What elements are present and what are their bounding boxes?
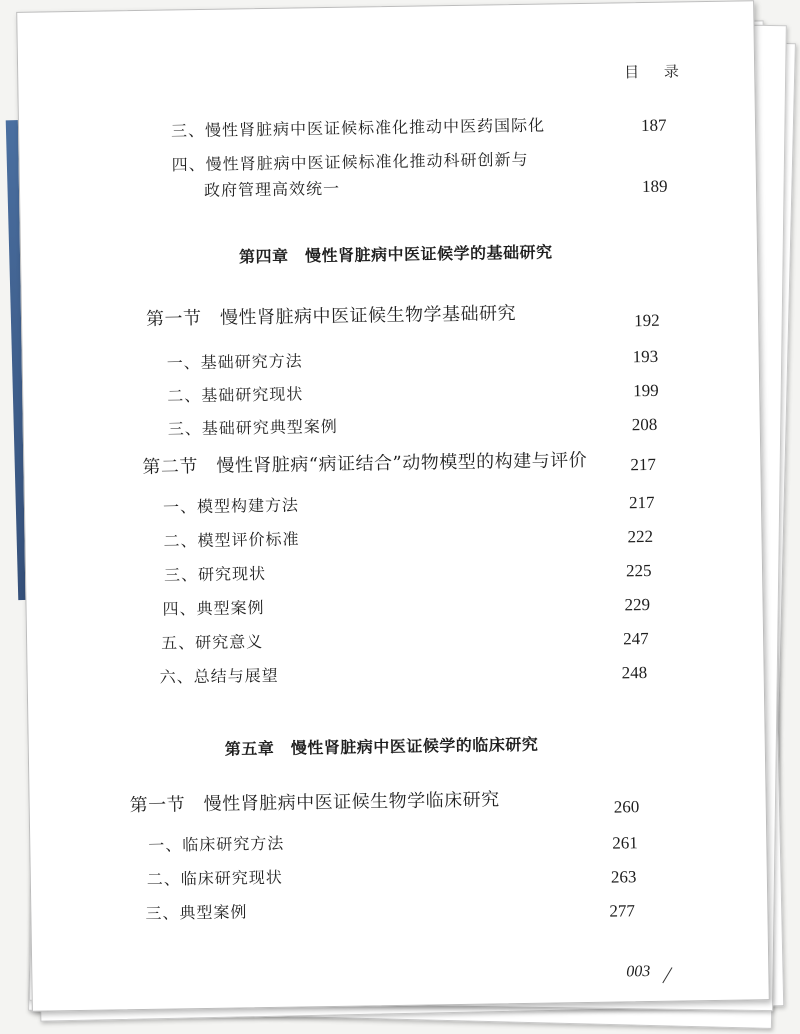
page-number-slash <box>662 967 672 983</box>
toc-entry-label-line2: 政府管理高效统一 <box>203 178 341 200</box>
toc-entry-page: 261 <box>612 833 638 853</box>
section-page: 192 <box>633 310 660 331</box>
toc-entry-page: 277 <box>609 901 636 921</box>
section-page: 260 <box>613 797 640 817</box>
page-number: 003 <box>626 963 651 981</box>
chapter-heading: 第四章 慢性肾脏病中医证候学的基础研究 <box>238 242 553 267</box>
toc-entry-label: 四、慢性肾脏病中医证候标准化推动科研创新与 <box>171 149 529 175</box>
running-head: 目 录 <box>624 62 690 82</box>
toc-entry-page: 187 <box>640 115 667 136</box>
toc-entry: 一、基础研究方法 <box>166 351 303 373</box>
toc-entry: 二、模型评价标准 <box>163 529 300 551</box>
toc-entry-page: 217 <box>628 492 655 513</box>
toc-entry-page: 247 <box>622 629 649 649</box>
section-heading: 第二节 慢性肾脏病“病证结合”动物模型的构建与评价 <box>142 449 588 478</box>
toc-entry: 二、基础研究现状 <box>167 384 304 406</box>
toc-entry: 三、典型案例 <box>145 902 248 923</box>
toc-entry-continuation <box>204 176 340 201</box>
toc-entry-page: 199 <box>633 380 659 401</box>
section-heading: 第一节 慢性肾脏病中医证候生物学临床研究 <box>129 789 500 817</box>
toc-entry: 四、典型案例 <box>162 598 265 619</box>
toc-entry: 六、总结与展望 <box>159 665 279 687</box>
toc-entry: 三、基础研究典型案例 <box>167 416 338 439</box>
section-heading: 第一节 慢性肾脏病中医证候生物学基础研究 <box>145 303 517 330</box>
chapter-heading: 第五章 慢性肾脏病中医证候学的临床研究 <box>224 734 539 759</box>
section-page: 217 <box>630 454 657 475</box>
toc-entry-label: 三、慢性肾脏病中医证候标准化推动中医药国际化 <box>170 115 546 141</box>
toc-page <box>16 0 770 1011</box>
toc-entry-page: 229 <box>624 594 651 615</box>
toc-entry-page: 193 <box>632 346 659 367</box>
toc-entry <box>171 147 528 176</box>
toc-entry: 五、研究意义 <box>160 632 264 653</box>
toc-entry-page: 208 <box>631 414 658 435</box>
toc-entry-page: 248 <box>621 663 648 683</box>
toc-entry: 一、模型构建方法 <box>162 495 300 517</box>
toc-entry: 一、临床研究方法 <box>148 833 285 855</box>
toc-entry-page: 263 <box>610 867 637 887</box>
toc-entry-page: 222 <box>627 526 654 547</box>
toc-entry: 三、研究现状 <box>163 564 267 585</box>
toc-entry-page: 225 <box>625 560 652 581</box>
toc-entry-page: 189 <box>641 176 668 197</box>
toc-entry: 二、临床研究现状 <box>146 867 283 889</box>
toc-entry <box>171 113 545 142</box>
